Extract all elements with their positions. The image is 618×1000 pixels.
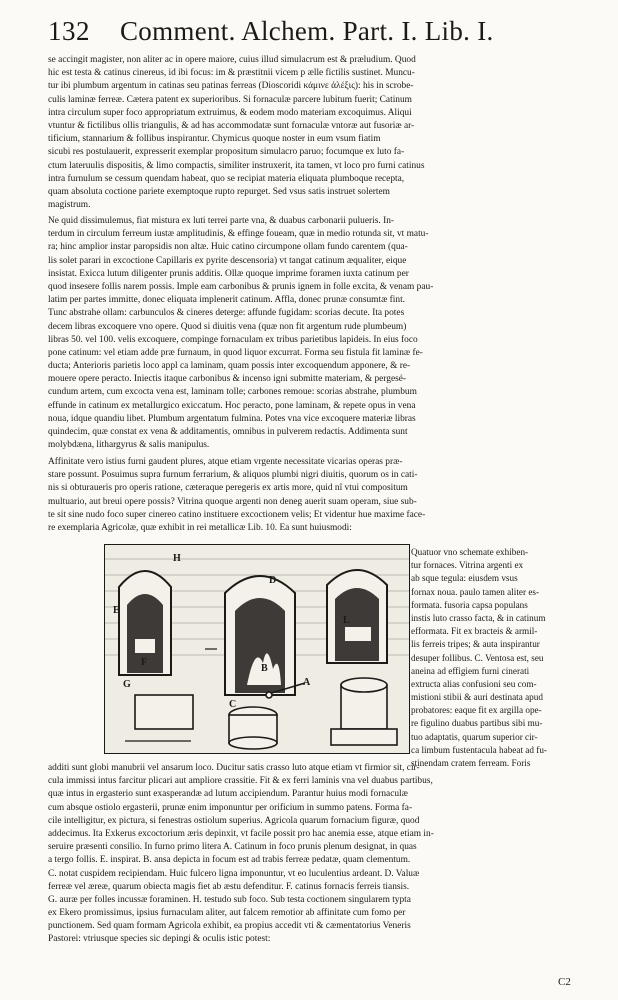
text-line: tuo adaptatis, quarum superior cir- bbox=[411, 731, 538, 742]
text-line: te sit sine nudo foco super cinereo catino instituere excoctionem velis; Et videntur hue maxime face- bbox=[48, 509, 426, 520]
text-line: latim per partes immitte, donec eliquata implenerit catinum. Affla, donec prunæ consumtæ fint. bbox=[48, 295, 406, 306]
text-line: tur ibi plumbum argentum in catinas seu patinas ferreas (Dioscoridi κάμινε ἀλέξις): his in scrobe- bbox=[48, 81, 414, 92]
text-line: culis laminæ ferreæ. Cætera patent ex superioribus. Si fornaculæ parcere lubitum fuerit; Catinum bbox=[48, 94, 412, 105]
figure-letter: D bbox=[269, 575, 277, 586]
text-line: ex Ekero promissimus, ipsius furnaculam aliter, aut falcem remotior ab affinitate cum fomo per bbox=[48, 908, 406, 919]
figure-letter: L bbox=[343, 615, 350, 626]
catchword: C2 bbox=[558, 976, 571, 988]
text-line: pone catinum: vel etiam adde præ furnaum, in quod liquor excurrat. Forma seu fistula fit laminæ fe- bbox=[48, 347, 423, 358]
text-line: terdum in circulum ferreum iustæ amplitudinis, & effinge foueam, quæ in medio rotunda sit, vt matu- bbox=[48, 229, 429, 240]
text-line: cundum artem, cum excocta vena est, laminam tolle; carbones remoue: scorias abstrahe, plumbum bbox=[48, 387, 417, 398]
text-line: ctum lateruulis dispositis, & limo compactis, similiter instruxerit, ita tamen, vt loco pro furni catinus bbox=[48, 160, 425, 171]
text-line: intra circulum super foco appropriatum extruimus, & eodem modo materiam excoquimus. Aliqui bbox=[48, 107, 412, 118]
text-line: effunde in catinum ex metallurgico exiccatum. Hoc peracto, pone laminam, & repete opus in vena bbox=[48, 400, 416, 411]
page-number: 132 bbox=[48, 16, 90, 46]
figure-letter: C bbox=[229, 699, 237, 710]
text-line: seruire præsenti consilio. In furno primo litera A. Catinum in foco prunis plenum designat, in quas bbox=[48, 842, 417, 853]
text-line: ra; hinc amplior instar paropsidis non altæ. Huic catino circumpone ollam fundo carentem (qua- bbox=[48, 242, 408, 253]
text-line: noua, idque quandiu libet. Plumbum argentatum fulmina. Potes vna vice excoquere materiæ libras bbox=[48, 413, 416, 424]
text-line: re figulino duabus partibus sibi mu- bbox=[411, 718, 543, 729]
text-line: mouere opere peracto. Iniectis itaque carbonibus & incenso igni submitte materiam, & pergesé- bbox=[48, 374, 407, 385]
paragraph-2 bbox=[48, 215, 604, 452]
text-line: additi sunt globi manubrii vel ansarum loco. Ducitur satis crasso luto atque etiam vt firmior sit, cir- bbox=[48, 763, 420, 773]
paragraph-4 bbox=[48, 762, 604, 947]
text-line: probatores: eaque fit ex argilla ope- bbox=[411, 705, 542, 716]
text-line: Affinitate vero istius furni gaudent plures, atque etiam vrgente necessitate vicarias operas præ- bbox=[48, 457, 403, 467]
figure-letter: B bbox=[261, 663, 268, 674]
figure-letter: A bbox=[303, 677, 311, 688]
text-line: insistat. Exicca lutum diligenter prunis additis. Ollæ quoque imprime foramen iuxta catinum per bbox=[48, 268, 409, 279]
text-line: quam absoluta coctione pariete exemptoque rupto repurget. Sed vsus satis instruet solertem bbox=[48, 186, 390, 197]
text-line: ca limbum fustentacula habeat ad fu- bbox=[411, 744, 547, 755]
text-line: addecimus. Ita Exkerus excoctorium æris depinxit, vt facile possit pro hac anemia esse, atque etiam in- bbox=[48, 828, 434, 839]
text-line: tificium, stannarium & follibus inspirantur. Chymicus quoque noster in eum vsum fiatim bbox=[48, 134, 381, 145]
text-line: cile intelligitur, ex pictura, si fenestras ostiolum superius. Agricola quarum fornacium figuræ, quod bbox=[48, 815, 420, 826]
woodcut-figure bbox=[104, 544, 410, 754]
paragraph-3 bbox=[48, 456, 604, 535]
figure-letter: G bbox=[123, 679, 131, 690]
text-line: molybdæna, lithargyrus & salis manipulus. bbox=[48, 440, 210, 451]
running-title: Comment. Alchem. Part. I. Lib. I. bbox=[120, 16, 494, 46]
figure-letter: H bbox=[173, 553, 181, 564]
text-line: decem libras excoquere vno opere. Quod si diuitis vena (quæ non fit argentum rude plumbeum) bbox=[48, 321, 407, 332]
text-line: aneina ad effigiem furni cinerati bbox=[411, 665, 530, 676]
paragraph-1 bbox=[48, 54, 604, 212]
text-line: Pastorei: vtriusque species sic depingi & oculis istic potest: bbox=[48, 934, 271, 945]
text-line: efformata. Fit ex bracteis & armil- bbox=[411, 626, 538, 637]
text-line: punctionem. Sed quam formam Agricola exhibit, ea propius accedit vti & cæmentatorius Veneris bbox=[48, 921, 411, 932]
text-line: re exemplaria Agricolæ, quæ exhibit in rei metallicæ Lib. 10. Ea sunt huiusmodi: bbox=[48, 522, 352, 533]
text-line: tur fornaces. Vitrina argenti ex bbox=[411, 560, 524, 571]
furnace-illustration bbox=[105, 545, 409, 753]
text-line: sicubi res postulauerit, expresserit exemplar propositum simulacro paruo; focumque ex luto fa- bbox=[48, 147, 405, 158]
text-line: Quatuor vno schemate exhiben- bbox=[411, 547, 529, 557]
text-line: quindecim, quæ constat ex vena & additamentis, omnibus in pulverem redactis. Addimenta sunt bbox=[48, 427, 408, 437]
text-line: quæ intus in ergasterio sunt exasperandæ ad lutum accipiendum. Parantur huius modi fornaculæ bbox=[48, 789, 408, 800]
text-line: Tunc abstrahe ollam: carbunculos & cineres deterge: affunde fugidam: scorias decute. Ita potes bbox=[48, 308, 405, 319]
figure-caption bbox=[411, 546, 609, 770]
text-line: stare possunt. Posuimus supra furnum ferrarium, & aliquos plumbi nigri diuitis, quorum os in cati- bbox=[48, 470, 418, 481]
text-line: stinendam cratem ferream. Foris bbox=[411, 758, 531, 768]
text-line: intra furnulum se cessum quendam habeat, quo se recipiat materia eliquata plumboque recepta, bbox=[48, 173, 405, 184]
text-line: vtuntur & fictilibus ollis triangulis, & ad has accommodatæ sunt fornaculæ vntoræ aut fusoriæ ar- bbox=[48, 120, 415, 131]
text-line: a tergo follis. E. inspirat. B. ansa depicta in focum est ad trabis ferreæ pedatæ, quam clementum. bbox=[48, 855, 411, 866]
text-line: ducta; Anterioris parietis loco appl ca laminam, quam possis inter excoquendum apponere, & re- bbox=[48, 361, 411, 372]
text-line: quod insesere follis narem possis. Imple eam carbonibus & prunis ignem in folle excita, & venam pau- bbox=[48, 281, 434, 292]
figure-letter: F bbox=[141, 657, 148, 668]
text-line: G. auræ per folles incussæ foraminen. H. testudo sub foco. Sub testa coctionem singularem typta bbox=[48, 894, 411, 905]
text-line: ab sque tegula: eiusdem vsus bbox=[411, 573, 518, 584]
text-line: se accingit magister, non aliter ac in opere maiore, cuius illud simulacrum est & præludium. Quod bbox=[48, 55, 416, 65]
text-line: mistioni stibii & auri destinata apud bbox=[411, 692, 543, 703]
text-line: instis luto crasso facta, & in catinum bbox=[411, 612, 546, 623]
text-line: extructa alias confusioni seu com- bbox=[411, 678, 537, 689]
text-line: Ne quid dissimulemus, fiat mistura ex luti terrei parte vna, & duabus carbonarii pulueris. In- bbox=[48, 216, 395, 226]
text-line: ferreæ vel æreæ, quarum obiecta magis fiet ab æstu defenditur. F. catinus fornacis ferreis tiansis. bbox=[48, 881, 410, 892]
page-header bbox=[48, 16, 598, 50]
text-line: libras 50. vel 100. velis excoquere, compinge fornaculam ex tribus parietibus lapideis. In eius foco bbox=[48, 334, 418, 345]
text-line: C. notat cuspidem recipiendam. Huic fulcero ligna imponuntur, vt eo luculentius ardeant. D. Valuæ bbox=[48, 868, 420, 879]
text-line: nis si obturaueris pro operis ratione, cæteraque peregeris ex artis more, quid nî vtui compositum bbox=[48, 483, 408, 494]
text-line: hic est testa & catinus cinereus, id ibi focus: im & præstitnii vicem p ælle fictilis sustinet. Muncu- bbox=[48, 68, 415, 79]
text-line: desuper follibus. C. Ventosa est, seu bbox=[411, 652, 544, 663]
text-line: cula immissi intus farcitur plicari aut ampliore crassitie. Fit & ex ferri laminis vna vel duabus partibus, bbox=[48, 776, 433, 787]
text-line: fornax noua. paulo tamen aliter es- bbox=[411, 586, 540, 597]
text-line: lis solet parari in excoctione Capillaris ex pyrite descensoria) vt tangat catinum æqualiter, eique bbox=[48, 255, 407, 266]
figure-letter: E bbox=[113, 605, 120, 616]
text-line: multuario, aut breui opere possis? Vitrina quoque argenti non deneg auerit suam operam, siue sub- bbox=[48, 496, 417, 507]
text-line: lis ferreis tripes; & auta inspirantur bbox=[411, 639, 540, 650]
text-line: formata. fusoria capsa populans bbox=[411, 599, 528, 610]
text-line: magistrum. bbox=[48, 200, 91, 211]
text-line: cum absque ostiolo ergasterii, prunæ enim imponuntur per orificium in summo patens. Forma fa- bbox=[48, 802, 413, 813]
